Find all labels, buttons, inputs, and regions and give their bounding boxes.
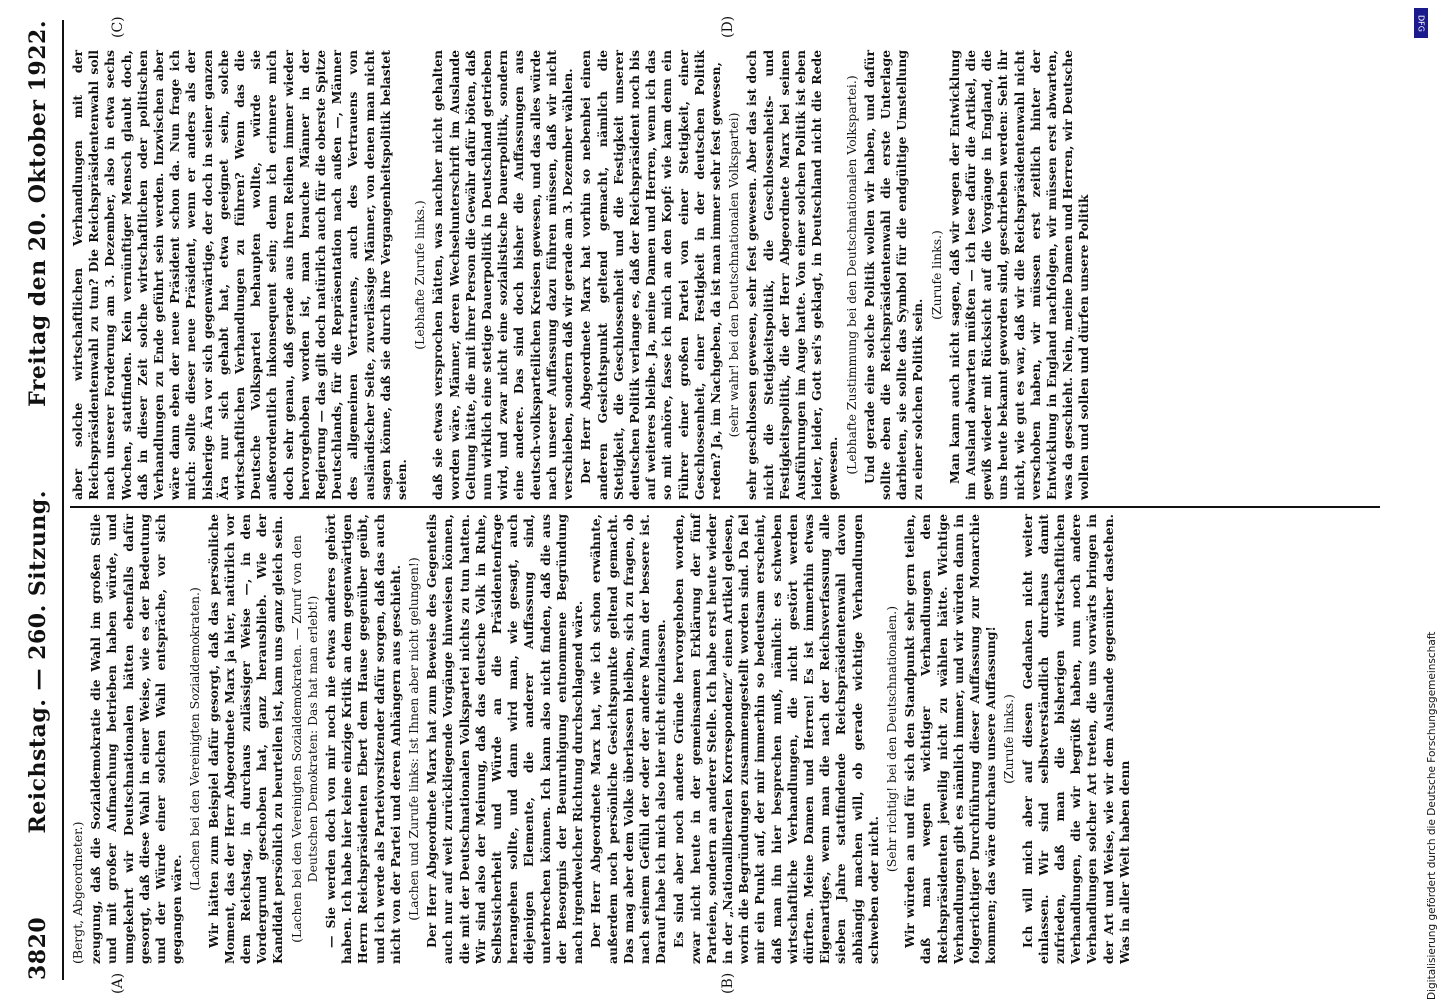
interjection: (sehr wahr! bei den Deutschnationalen Volkspartei) [726,112,742,438]
paragraph: Der Herr Abgeordnete Marx hat, wie ich schon erwähnte, außerdem noch persönliche Gesichtspunkte geltend gemacht. Das mag aber dem Volke überlassen bleiben, sich zu fragen, ob nach seinem Gefühl der oder der andere Mann der bessere ist. Darauf habe ich mich also hier nicht einzulassen. [588,514,669,964]
paragraph: Ich will mich aber auf diesen Gedanken nicht weiter einlassen. Wir sind selbstverständlich durchaus damit zufrieden, daß man die bisherigen wirtschaftlichen Verhandlungen, die wir begrüßt haben, nun noch andere Verhandlungen solcher Art treten, die uns vorwärts bringen in der Art und Weise, wie wir dem Auslande gegenüber dastehen. Was in aller Welt haben denn [1019,514,1132,964]
paragraph: Und gerade eine solche Politik wollen wir haben, und dafür sollte eben die Reichspräsidentenwahl die erste Unterlage darbieten, sie sollte das Symbol für die endgültige Umstellung zu einer solchen Politik sein. [861,50,926,500]
margin-marker-c: (C) [110,16,126,38]
session-date: Freitag den 20. Oktober 1922. [25,20,51,407]
paragraph: Der Herr Abgeordnete Marx hat zum Beweise des Gegenteils auch nur auf weit zurückliegende Vorgänge hinweisen können, die mit der Deutschnationalen Volkspartei nichts zu tun hatten. Wir sind also der Meinung, daß das deutsche Volk in Ruhe, Selbstsicherheit und Würde an die Präsidentenfrage herangehen sollte, und dann wird man, wie gesagt, auch diejenigen Elemente, die anderer Auffassung sind, unterbrechen können. Ich kann also nicht finden, daß die aus der Besorgnis der Beunruhigung entnommene Begründung nach irgendwelcher Richtung durchschlagend wäre. [424,514,586,964]
dfg-logo: DFG [1414,8,1428,38]
paragraph: Man kann auch nicht sagen, daß wir wegen der Entwicklung im Ausland abwarten müßten — ich lese dafür die Artikel, die gewiß wieder mit Rücksicht auf die Vorgänge in England, die uns heute bekannt geworden sind, geschrieben werden: Seht ihr nicht, wie gut es war, daß wir die Reichspräsidentenwahl nicht verschoben haben, wir müssen erst zeitlich hinter der Entwicklung in England nachfolgen, wir müssen erst abwarten, was da geschieht. Nein, meine Damen und Herren, wir Deutsche wollen und sollen und dürfen unsere Politik [946,50,1092,500]
paragraph: sehr geschlossen gewesen, sehr fest gewesen. Aber das ist doch nicht die Stetigkeitspolitik, die Geschlossenheits- und Festigkeitspolitik, die der Herr Abgeordnete Marx bei seinen Ausführungen im Auge hatte. Von einer solchen Politik ist eben leider, leider, Gott sei's geklagt, in Deutschland nicht die Rede gewesen. [744,50,841,500]
margin-marker-d: (D) [720,15,736,38]
interjection: (Zurufe links.) [928,230,944,320]
interjection: (Lebhafte Zustimmung bei den Deutschnationalen Volkspartei.) [843,75,859,475]
paragraph: — Sie werden doch von mir noch nie etwas anderes gehört haben. Ich habe hier keine einzige Kritik an dem gegenwärtigen Herrn Reichspräsidenten Ebert dem Hause gegenüber geübt, und ich werde als Parteivorsitzender dafür sorgen, daß das auch nicht von der Partei und deren Anhängern aus geschieht. [323,514,403,964]
paragraph: (Bergt, Abgeordneter.) [70,821,85,964]
left-text-column [70,514,1380,964]
column-divider [70,506,1380,508]
margin-marker-b: (B) [720,972,736,994]
interjection: (Lachen bei den Vereinigten Sozialdemokraten. — Zuruf von den Deutschen Demokraten: Das hat man erlebt!) [288,535,320,943]
digitization-credit-text: Digitalisierung gefördert durch die Deutsche Forschungsgemeinschaft [1426,631,1438,1000]
right-text-column [70,50,1380,500]
page-header [16,20,60,980]
interjection: (Zurufe links.) [1001,694,1017,784]
paragraph: Es sind aber noch andere Gründe hervorgehoben worden, zwar nicht heute in der gemeinsamen Erklärung der fünf Parteien, sondern an anderer Stelle. Ich habe erst heute wieder in der „Nationalliberalen Korrespondenz“ einen Artikel gelesen, worin die Begründungen zusammengestellt worden sind. Da fiel mir ein Punkt auf, der mir immerhin so bedeutsam erscheint, daß man ihn hier besprechen muß, nämlich: es schweben wirtschaftliche Verhandlungen, die nicht gestört werden dürften. Meine Damen und Herren! Es ist immerhin etwas Eigenartiges, wenn man die nach der Reichsverfassung alle sieben Jahre stattfindende Reichspräsidentenwahl davon abhängig machen will, ob gerade wichtige Verhandlungen schweben oder nicht. [671,514,881,964]
paragraph: zeugung, daß die Sozialdemokratie die Wahl im großen Stile und mit großer Aufmachung betrieben haben würde, und umgekehrt wir Deutschnationalen hätten ebenfalls dafür gesorgt, daß diese Wahl in einer Weise, wie es der Bedeutung und der Würde einer solchen Wahl entspräche, vor sich gegangen wäre. [88,514,185,964]
session-title: Reichstag. — 260. Sitzung. [25,490,51,834]
interjection: (Lachen bei den Vereinigten Sozialdemokraten.) [187,587,203,891]
paragraph: Wir würden an und für sich den Standpunkt sehr gern teilen, daß man wegen wichtiger Verhandlungen den Reichspräsidenten jeweilig nicht zu wählen hätte. Wichtige Verhandlungen gibt es nämlich immer, und wir würden dann in folgerichtiger Durchführung dieser Auffassung zur Monarchie kommen; das wäre durchaus unsere Auffassung! [902,514,999,964]
paragraph: Wir hätten zum Beispiel dafür gesorgt, daß das persönliche Moment, das der Herr Abgeordnete Marx ja hier, natürlich vor dem Reichstag, in durchaus zulässiger Weise —, in den Vordergrund geschoben hat, ganz herausblieb. Wie der Kandidat persönlich zu beurteilen ist, kam uns ganz gleich sein. [205,514,286,964]
header-rule [62,20,64,980]
digitization-credit [1412,0,1438,1000]
margin-marker-a: (A) [110,972,126,994]
paragraph: Der Herr Abgeordnete Marx hat vorhin so nebenbei einen anderen Gesichtspunkt geltend gemacht, nämlich die Stetigkeit, die Geschlossenheit und die Festigkeit unserer deutschen Politik verlange es, daß der Reichspräsident noch bis auf weiteres bleibe. Ja, meine Damen und Herren, wenn ich das so mit anhöre, fasse ich mich an den Kopf: wie kam denn ein Führer einer großen Partei von einer Stetigkeit, einer Geschlossenheit, einer Festigkeit in der deutschen Politik reden? Ja, im Nachgeben, da ist man immer sehr fest gewesen, [578,50,723,500]
paragraph: daß sie etwas versprochen hätten, was nachher nicht gehalten worden wäre, Männer, deren Wechselunterschrift im Auslande Geltung hätte, die mit ihrer Person die Gewähr dafür böten, daß nun wirklich eine stetige Dauerpolitik in Deutschland getrieben wird, und zwar nicht eine sozialistische Dauerpolitik, sondern eine andere. Das sind doch bisher die Auffassungen aus deutsch-volksparteilichen Kreisen gewesen, und das alles würde nach unserer Auffassung dazu führen müssen, daß wir nicht verschieben, sondern daß wir gerade am 3. Dezember wählen. [430,50,576,500]
interjection: (Sehr richtig! bei den Deutschnationalen.) [883,605,899,873]
page-number: 3820 [25,916,51,980]
interjection: (Lachen und Zurufe links: Ist Ihnen aber nicht gelungen!) [406,557,422,921]
paragraph: aber solche wirtschaftlichen Verhandlungen mit der Reichspräsidentenwahl zu tun? Die Reichspräsidentenwahl soll nach unserer Forderung am 3. Dezember, also in etwa sechs Wochen, stattfinden. Kein vernünftiger Mensch glaubt doch, daß in dieser Zeit solche wirtschaftlichen oder politischen Verhandlungen zu Ende geführt sein werden. Inzwischen aber wäre dann eben der neue Präsident schon da. Nun frage ich mich: sollte dieser neue Präsident, wenn er anders als der bisherige Ära vor sich gegenwärtige, der doch in seiner ganzen Ära nur sich gehabt hat, etwa geeignet sein, solche wirtschaftlichen Verhandlungen zu führen? Wenn das die Deutsche Volkspartei behaupten wollte, würde sie außerordentlich inkonsequent sein; denn ich erinnere mich doch sehr genau, daß gerade aus ihren Reihen immer wieder hervorgehoben worden ist, man brauche Männer in der Regierung — das gilt doch natürlich auch für die oberste Spitze Deutschlands, für die Repräsentation nach außen —, Männer des allgemeinen Vertrauens, auch des Vertrauens von ausländischer Seite, zuverlässige Männer, von denen man nicht sagen könne, daß sie durch ihre Vergangenheitspolitik belastet seien. [70,50,410,500]
interjection: (Lebhafte Zurufe links.) [412,200,428,350]
